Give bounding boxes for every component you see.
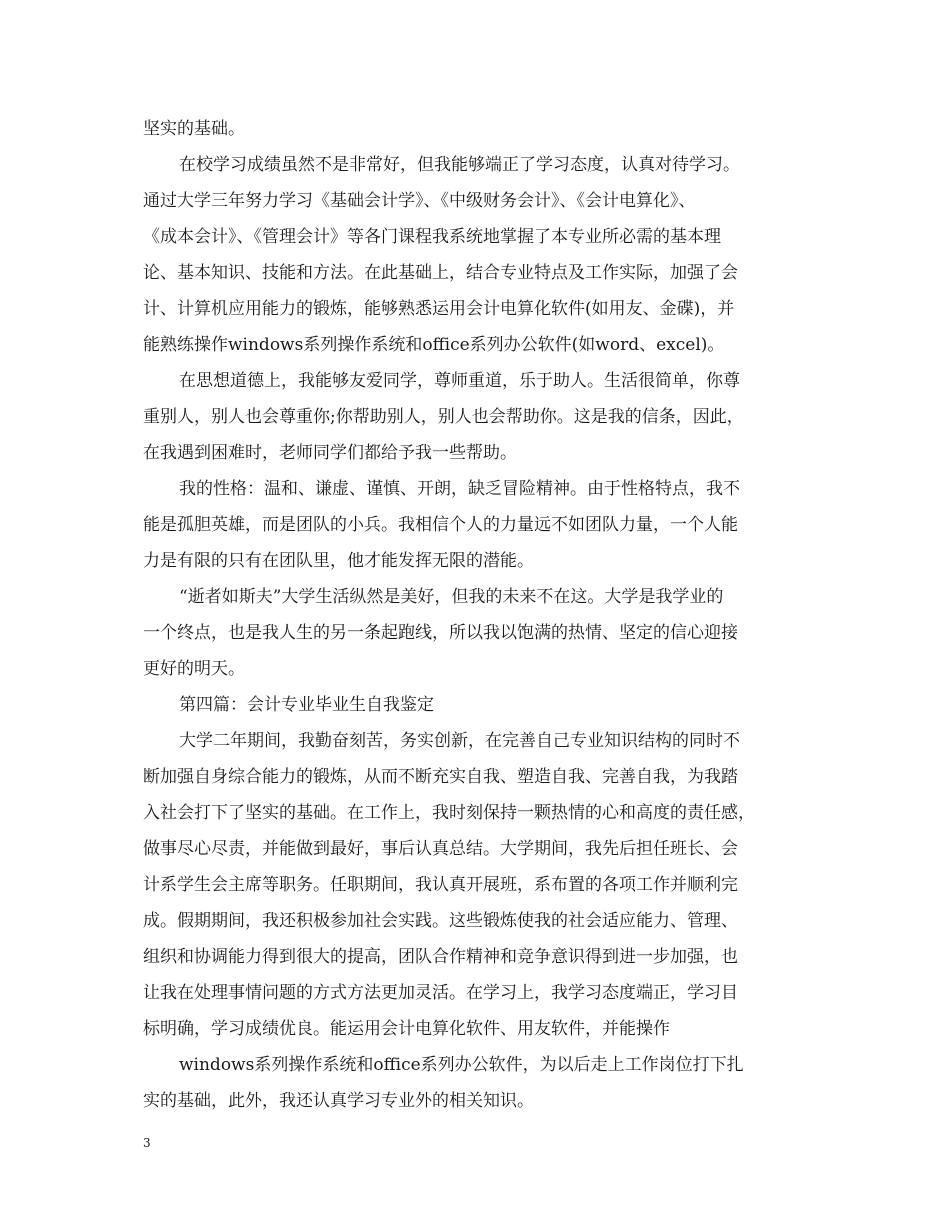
paragraph-start: 我的性格：温和、谦虚、谨慎、开朗，缺乏冒险精神。由于性格特点，我不 xyxy=(179,479,740,499)
text-line: 计系学生会主席等职务。任职期间，我认真开展班，系布置的各项工作并顺利完 xyxy=(143,875,738,895)
paragraph-start: “逝者如斯夫”大学生活纵然是美好，但我的未来不在这。大学是我学业的 xyxy=(179,587,724,607)
paragraph-start: 在校学习成绩虽然不是非常好，但我能够端正了学习态度，认真对待学习。 xyxy=(179,155,740,175)
page-number: 3 xyxy=(143,1136,151,1150)
paragraph-start: 大学二年期间，我勤奋刻苦，务实创新，在完善自己专业知识结构的同时不 xyxy=(179,731,740,751)
text-line: 《成本会计》、《管理会计》等各门课程我系统地掌握了本专业所必需的基本理 xyxy=(143,227,721,247)
text-line: 成。假期期间，我还积极参加社会实践。这些锻炼使我的社会适应能力、管理、 xyxy=(143,911,738,931)
text-line: 在我遇到困难时，老师同学们都给予我一些帮助。 xyxy=(143,443,517,463)
section-heading: 第四篇：会计专业毕业生自我鉴定 xyxy=(179,695,434,715)
text-line: 组织和协调能力得到很大的提高，团队合作精神和竞争意识得到进一步加强，也 xyxy=(143,947,738,967)
text-line: 计、计算机应用能力的锻炼，能够熟悉运用会计电算化软件(如用友、金碟)，并 xyxy=(143,299,735,319)
text-line: 一个终点，也是我人生的另一条起跑线，所以我以饱满的热情、坚定的信心迎接 xyxy=(143,623,738,643)
text-line: 论、基本知识、技能和方法。在此基础上，结合专业特点及工作实际，加强了会 xyxy=(143,263,738,283)
text-line: 坚实的基础。 xyxy=(143,119,245,139)
text-line: 能是孤胆英雄，而是团队的小兵。我相信个人的力量远不如团队力量，一个人能 xyxy=(143,515,738,535)
text-line: windows系列操作系统和office系列办公软件，为以后走上工作岗位打下扎 xyxy=(179,1055,744,1075)
text-line: 能熟练操作windows系列操作系统和office系列办公软件(如word、excel)。 xyxy=(143,335,725,355)
text-line: 标明确，学习成绩优良。能运用会计电算化软件、用友软件，并能操作 xyxy=(143,1019,670,1039)
text-line: 让我在处理事情问题的方式方法更加灵活。在学习上，我学习态度端正，学习目 xyxy=(143,983,738,1003)
text-line: 通过大学三年努力学习《基础会计学》、《中级财务会计》、《会计电算化》、 xyxy=(143,191,696,211)
text-line: 入社会打下了坚实的基础。在工作上，我时刻保持一颗热情的心和高度的责任感， xyxy=(143,803,755,823)
text-line: 断加强自身综合能力的锻炼，从而不断充实自我、塑造自我、完善自我，为我踏 xyxy=(143,767,738,787)
text-line: 力是有限的只有在团队里，他才能发挥无限的潜能。 xyxy=(143,551,534,571)
paragraph-start: 在思想道德上，我能够友爱同学，尊师重道，乐于助人。生活很简单，你尊 xyxy=(179,371,740,391)
text-line: 重别人，别人也会尊重你;你帮助别人，别人也会帮助你。这是我的信条，因此， xyxy=(143,407,744,427)
text-line: 更好的明天。 xyxy=(143,659,245,679)
text-line: 实的基础，此外，我还认真学习专业外的相关知识。 xyxy=(143,1091,534,1111)
text-line: 做事尽心尽责，并能做到最好，事后认真总结。大学期间，我先后担任班长、会 xyxy=(143,839,738,859)
